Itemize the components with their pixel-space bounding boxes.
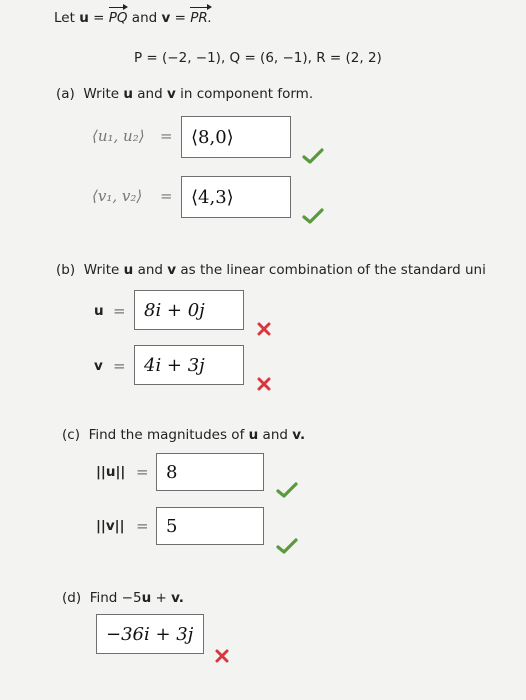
u-symbol: u: [123, 86, 133, 102]
prompt-text: Write: [83, 262, 120, 278]
v-component-answer[interactable]: ⟨4,3⟩: [181, 176, 291, 218]
u-components-label: ⟨u₁, u₂⟩: [92, 127, 145, 145]
pr-vector: PR.: [190, 10, 213, 26]
neg5u-plus-v-answer[interactable]: −36i + 3j: [96, 614, 204, 654]
u-magnitude-label: ||u||: [96, 464, 126, 480]
part-b-prompt: [56, 262, 486, 278]
part-a-prompt: [56, 86, 313, 102]
v-symbol: v: [167, 262, 177, 278]
prompt-text: and: [137, 262, 163, 278]
prompt-text: Find the magnitudes of: [88, 427, 245, 443]
prompt-text: as the linear combination of the standard uni: [180, 262, 486, 278]
prompt-text: Write: [83, 86, 120, 102]
problem-statement: [54, 10, 212, 26]
v-symbol: v: [94, 358, 103, 374]
incorrect-x-icon: [256, 321, 272, 337]
prompt-text: and: [262, 427, 288, 443]
v-components-label: ⟨v₁, v₂⟩: [92, 187, 143, 205]
equals: =: [136, 517, 149, 535]
correct-check-icon: [276, 482, 298, 498]
u-symbol: u: [79, 10, 89, 26]
prompt-text: Find −5: [89, 590, 142, 606]
equals: =: [113, 302, 126, 320]
correct-check-icon: [302, 208, 324, 224]
part-a-label: (a): [56, 86, 75, 102]
part-c-prompt: [62, 427, 305, 443]
v-symbol: v: [166, 86, 176, 102]
equals: =: [93, 10, 105, 26]
v-symbol: v.: [292, 427, 306, 443]
let-text: Let: [54, 10, 75, 26]
correct-check-icon: [302, 148, 324, 164]
u-symbol: u: [94, 303, 104, 319]
part-d-label: (d): [62, 590, 82, 606]
incorrect-x-icon: [214, 648, 230, 664]
u-symbol: u: [141, 590, 152, 606]
equals: =: [160, 127, 173, 145]
v-linear-combination-answer[interactable]: 4i + 3j: [134, 345, 244, 385]
prompt-text: +: [155, 590, 167, 606]
u-symbol: u: [248, 427, 259, 443]
prompt-text: and: [137, 86, 163, 102]
part-b-label: (b): [56, 262, 76, 278]
equals: =: [113, 357, 126, 375]
u-component-answer[interactable]: ⟨8,0⟩: [181, 116, 291, 158]
u-symbol: u: [123, 262, 134, 278]
equals: =: [160, 187, 173, 205]
and-text: and: [131, 10, 158, 26]
equals: =: [174, 10, 186, 26]
points-definition: P = (−2, −1), Q = (6, −1), R = (2, 2): [134, 50, 382, 66]
correct-check-icon: [276, 538, 298, 554]
incorrect-x-icon: [256, 376, 272, 392]
v-magnitude-label: ||v||: [96, 518, 125, 534]
u-linear-combination-answer[interactable]: 8i + 0j: [134, 290, 244, 330]
prompt-text: in component form.: [180, 86, 314, 102]
part-c-label: (c): [62, 427, 80, 443]
equals: =: [136, 463, 149, 481]
v-symbol: v: [161, 10, 171, 26]
pq-vector: PQ: [108, 10, 128, 26]
v-symbol: v.: [171, 590, 184, 606]
u-magnitude-answer[interactable]: 8: [156, 453, 264, 491]
v-magnitude-answer[interactable]: 5: [156, 507, 264, 545]
part-d-prompt: [62, 590, 184, 606]
